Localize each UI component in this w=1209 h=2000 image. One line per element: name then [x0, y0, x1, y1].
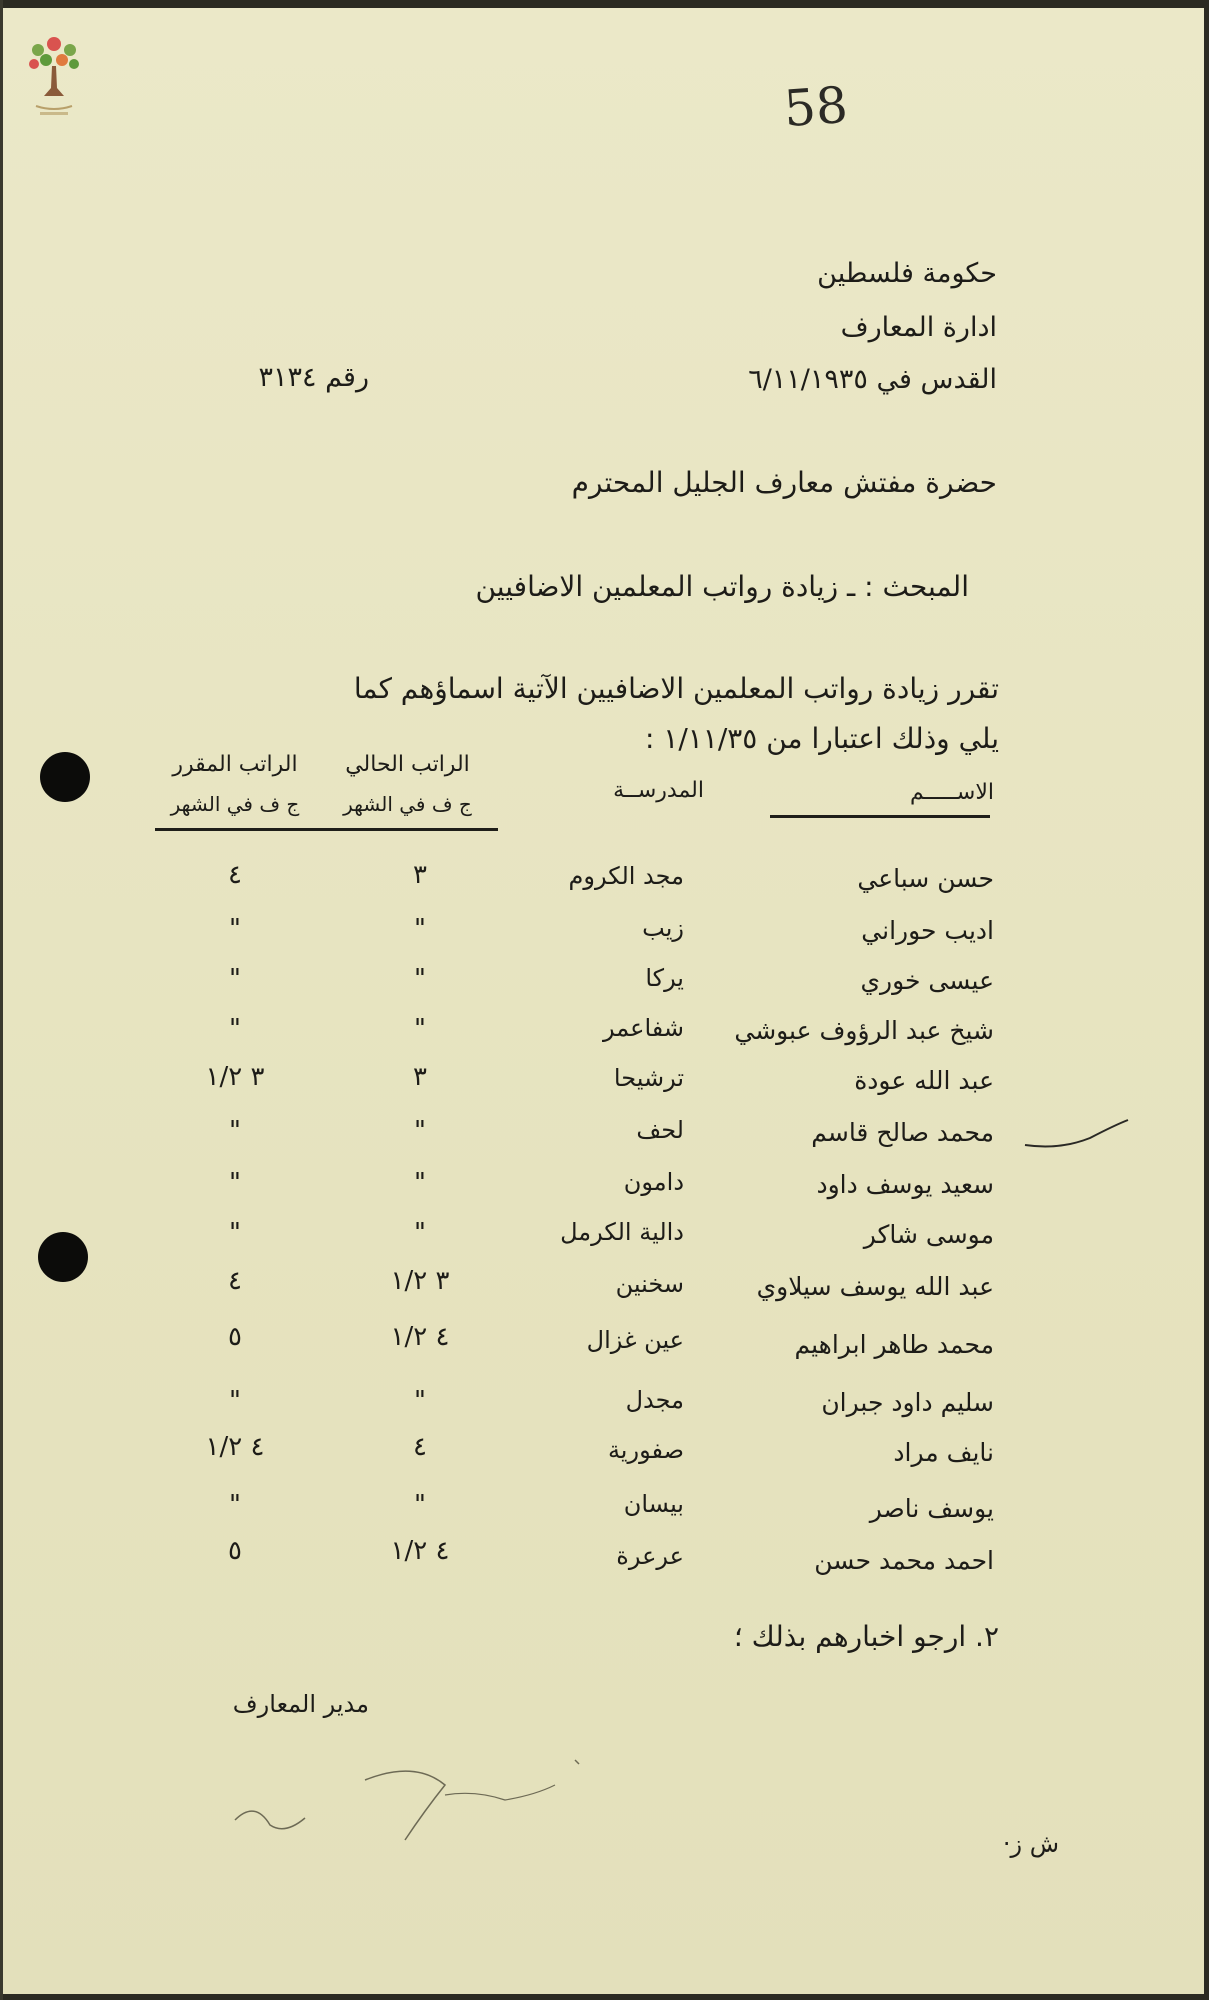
table-row-new: "	[229, 1168, 241, 1198]
table-row-school: مجدل	[625, 1386, 684, 1414]
table-row-name: اديب حوراني	[861, 916, 994, 945]
addressee: حضرة مفتش معارف الجليل المحترم	[571, 466, 997, 499]
table-row-school: ترشيحا	[613, 1064, 684, 1092]
table-row-school: دالية الكرمل	[560, 1218, 684, 1246]
table-row-school: بيسان	[623, 1490, 684, 1518]
table-row-current: "	[414, 1386, 426, 1416]
body-text-line-2: يلي وذلك اعتبارا من ١/١١/٣٥ :	[644, 722, 999, 755]
table-row-name: محمد طاهر ابراهيم	[794, 1330, 994, 1359]
table-row-new: "	[229, 1116, 241, 1146]
table-row-name: عبد الله عودة	[854, 1066, 994, 1095]
government-heading: حكومة فلسطين	[817, 258, 997, 289]
table-row-name: نايف مراد	[893, 1438, 994, 1467]
table-row-new: ٣ ١/٢	[205, 1062, 265, 1092]
table-row-new: "	[229, 1218, 241, 1248]
scan-top-border	[0, 0, 1209, 8]
punch-hole-bottom	[38, 1232, 88, 1282]
table-row-new: "	[229, 1386, 241, 1416]
table-row-school: سخنين	[615, 1270, 684, 1298]
table-row-new: "	[229, 1014, 241, 1044]
body-text-line-1: تقرر زيادة رواتب المعلمين الاضافيين الآتية اسماؤهم كما	[353, 672, 999, 705]
closing-line: ٢. ارجو اخبارهم بذلك ؛	[733, 1620, 999, 1653]
archive-tree-logo-icon	[26, 36, 82, 120]
column-header-new-salary: الراتب المقرر	[172, 752, 298, 777]
table-row-school: يركا	[645, 964, 684, 992]
table-row-name: احمد محمد حسن	[814, 1546, 994, 1575]
table-row-current: "	[414, 914, 426, 944]
table-row-school: عين غزال	[586, 1326, 684, 1354]
table-row-current: ٤ ١/٢	[390, 1536, 450, 1566]
header-underline-name	[770, 815, 990, 818]
table-row-current: "	[414, 1116, 426, 1146]
table-row-current: ٣ ١/٢	[390, 1266, 450, 1296]
margin-tick-mark-icon	[1020, 1100, 1130, 1160]
department-heading: ادارة المعارف	[840, 312, 997, 343]
table-row-name: سليم داود جبران	[821, 1388, 994, 1417]
signatory-title: مدير المعارف	[232, 1690, 369, 1718]
table-row-school: دامون	[623, 1168, 684, 1196]
column-header-current-salary-unit: ج ف في الشهر	[343, 792, 472, 816]
table-row-name: عيسى خوري	[860, 966, 994, 995]
reference-number: رقم ٣١٣٤	[258, 362, 369, 393]
scan-bottom-border	[0, 1994, 1209, 2000]
table-row-new: "	[229, 914, 241, 944]
punch-hole-top	[40, 752, 90, 802]
table-row-current: "	[414, 1014, 426, 1044]
table-row-name: شيخ عبد الرؤوف عبوشي	[734, 1016, 994, 1045]
table-row-current: "	[414, 1168, 426, 1198]
table-row-name: حسن سباعي	[857, 864, 994, 893]
table-row-school: لحف	[636, 1116, 684, 1144]
table-row-new: ٤	[228, 860, 242, 890]
table-row-current: ٤ ١/٢	[390, 1322, 450, 1352]
table-row-current: ٣	[413, 860, 427, 890]
table-row-school: مجد الكروم	[568, 862, 684, 890]
header-underline-current	[318, 828, 498, 831]
table-row-new: ٤ ١/٢	[205, 1432, 265, 1462]
column-header-name: الاســـــم	[910, 780, 994, 805]
table-row-school: شفاعمر	[603, 1014, 684, 1042]
table-row-current: "	[414, 964, 426, 994]
table-row-new: "	[229, 1490, 241, 1520]
folio-number: 58	[782, 75, 850, 139]
table-row-name: عبد الله يوسف سيلاوي	[756, 1272, 994, 1301]
header-underline-new	[155, 828, 320, 831]
table-row-new: ٥	[228, 1322, 242, 1352]
column-header-current-salary: الراتب الحالي	[345, 752, 470, 777]
place-date: القدس في ٦/١١/١٩٣٥	[748, 364, 997, 395]
table-row-new: "	[229, 964, 241, 994]
subject-line: المبحث : ـ زيادة رواتب المعلمين الاضافيين	[475, 570, 969, 603]
table-row-current: "	[414, 1218, 426, 1248]
table-row-current: "	[414, 1490, 426, 1520]
table-row-school: صفورية	[607, 1436, 684, 1464]
column-header-new-salary-unit: ج ف في الشهر	[170, 792, 300, 816]
scan-right-border	[1204, 0, 1209, 2000]
table-row-school: زيب	[642, 914, 684, 942]
scan-left-border	[0, 0, 3, 2000]
signature-scribble-icon	[215, 1740, 605, 1850]
table-row-current: ٣	[413, 1062, 427, 1092]
column-header-school: المدرســة	[613, 778, 704, 803]
table-row-name: يوسف ناصر	[869, 1494, 994, 1523]
table-row-new: ٥	[228, 1536, 242, 1566]
table-row-school: عرعرة	[616, 1542, 684, 1570]
table-row-new: ٤	[228, 1266, 242, 1296]
typist-initials: ش ز·	[1002, 1830, 1059, 1858]
table-row-name: سعيد يوسف داود	[816, 1170, 994, 1199]
table-row-current: ٤	[413, 1432, 427, 1462]
table-row-name: محمد صالح قاسم	[811, 1118, 994, 1147]
table-row-name: موسى شاكر	[863, 1220, 994, 1249]
